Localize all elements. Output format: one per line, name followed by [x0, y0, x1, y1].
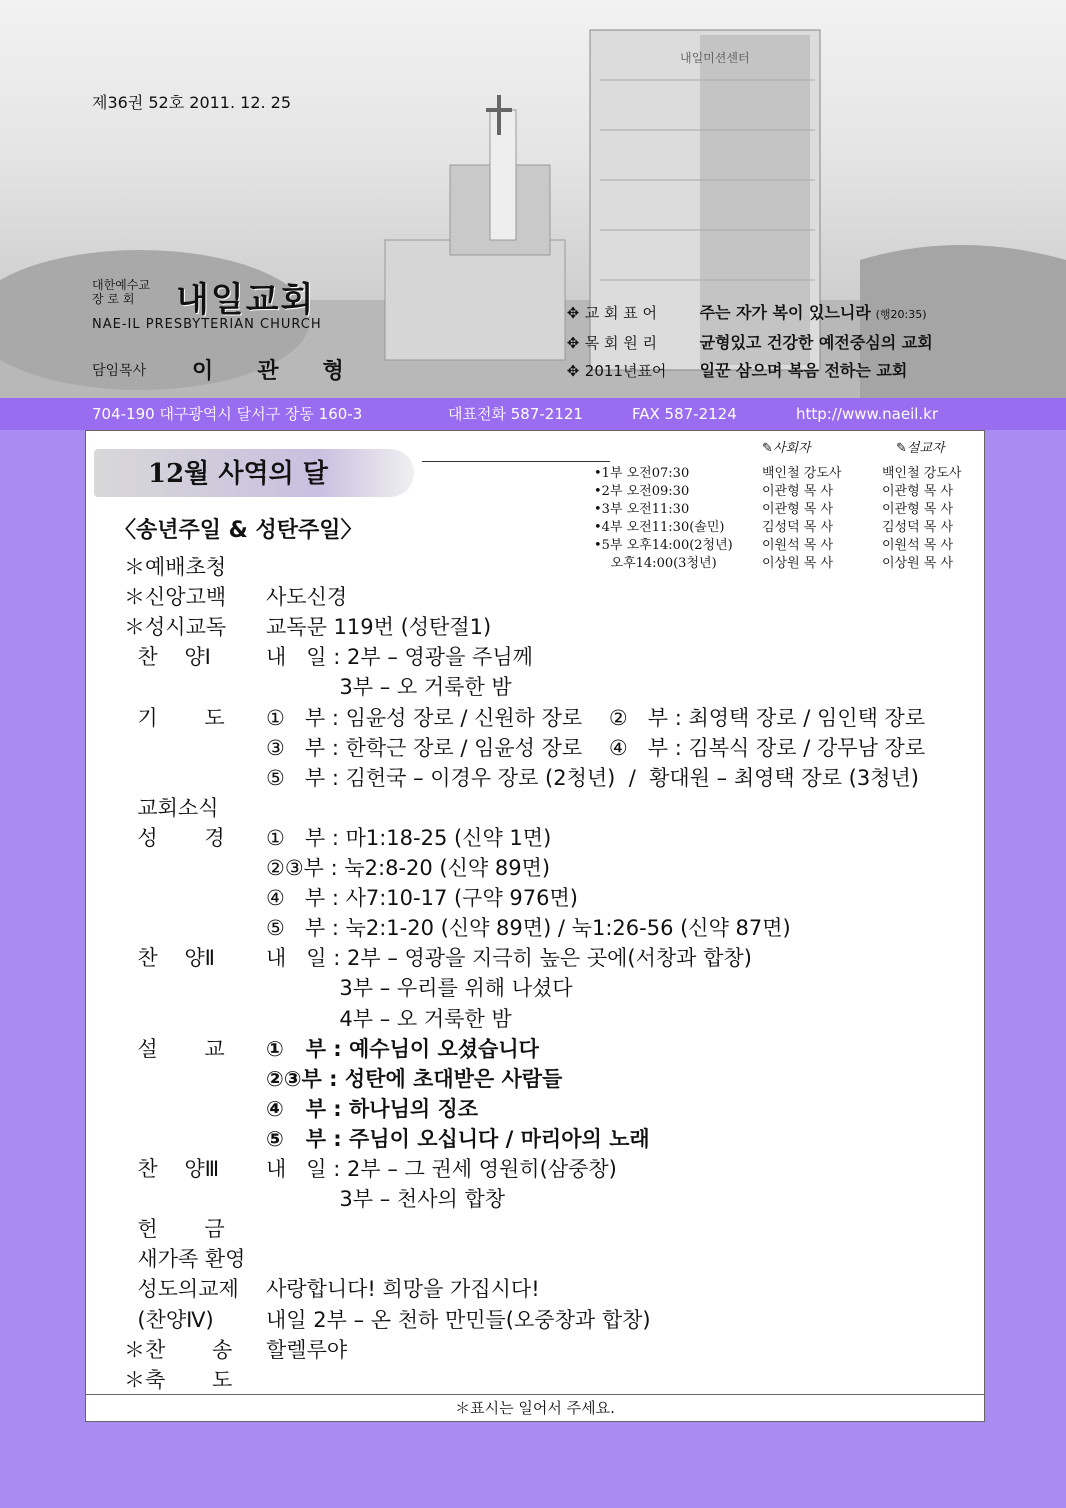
- order-label: (찬양Ⅳ): [124, 1307, 214, 1332]
- order-text: ① 부 : 마1:18-25 (신약 1면): [266, 825, 552, 850]
- cross-diamond-icon: ✥: [566, 334, 580, 352]
- order-label: ＊신앙고백: [124, 585, 227, 610]
- bulletin-header: [0, 0, 1066, 398]
- order-label: 성도의교제: [124, 1277, 239, 1302]
- address: 704-190 대구광역시 달서구 장동 160-3: [92, 405, 363, 423]
- motto-ministry: ✥ 목 회 원 리 균형있고 건강한 예전중심의 교회: [566, 333, 933, 352]
- order-text: ③ 부 : 한학근 장로 / 임윤성 장로 ④ 부 : 김복식 장로 / 강무남 장로: [266, 735, 926, 760]
- order-text: ⑤ 부 : 주님이 오십니다 / 마리아의 노래: [266, 1126, 650, 1151]
- order-label: 찬 양Ⅲ: [124, 1157, 220, 1181]
- order-text: 사랑합니다! 희망을 가집시다!: [266, 1277, 540, 1302]
- order-text: 내 일 : 2부 – 영광을 지극히 높은 곳에(서창과 합창): [266, 946, 752, 971]
- worship-order-sheet: 12월 사역의 달 ✎사회자 ✎설교자 •1부 오전07:30 백인철 강도사 백인철 강도사 •2부 오전09:30 이관형 목 사 이관형 목 사 •3부 오전11:30 이관형 목 사 이관형 목 사 •4부 오전11:30(솔민) 김성덕 목 사 김성덕 목 사 •5부 오후14:00(2청년) 이원석 목 사 이원석 목 사 오후14:00(3청년) 이상원 목 사 이상원 목 사 〈송년주일 & 성탄주일〉 ＊예배초청 ＊신앙고백 사도신경 ＊성시교독 교독문 119번 (성탄절1) 찬 양Ⅰ 내 일 : 2부 – 영광을 주님께 3부 – 오 거룩한 밤 기 도 ① 부 : 임윤성 장로 / 신원하 장로 ② 부 : 최영택 장로 / 임인택 장로 ③ 부 : 한학근 장로 / 임윤성 장로 ④ 부 : 김복식 장로 / 강무남 장로 ⑤ 부 : 김헌국 – 이경우 장로 (2청년) / 황대원 – 최영택 장로 (3청년) 교회소식 성 경 ① 부 : 마1:18-25 (신약 1면) ②③부 : 눅2:8-20 (신약 89면) ④ 부 : 사7:10-17 (구약 976면) ⑤ 부 : 눅2:1-20 (신약 89면) / 눅1:26-56 (신약 87면) 찬 양Ⅱ 내 일 : 2부 – 영광을 지극히 높은 곳에(서창과 합창) 3부 – 우리를 위해 나셨다 4부 – 오 거룩한 밤 설 교 ① 부 : 예수님이 오셨습니다 ②③부 : 성탄에 초대받은 사람들 ④ 부 : 하나님의 징조 ⑤ 부 : 주님이 오십니다 / 마리아의 노래 찬 양Ⅲ 내 일 : 2부 – 그 권세 영원히(삼중창) 3부 – 천사의 합창 헌 금 새가족 환영 성도의교제 사랑합니다! 희망을 가집시다! (찬양Ⅳ) 내일 2부 – 온 천하 만민들(오중창과 합창) ＊찬 송 할렐루야 ＊축 도 ＊표시는 일어서 주세요.: [85, 430, 985, 1422]
- order-label: ＊성시교독: [124, 615, 227, 640]
- phone: 대표전화 587-2121: [448, 405, 583, 423]
- order-text: 3부 – 천사의 합창: [266, 1187, 506, 1212]
- issue-number: 제36권 52호 2011. 12. 25: [92, 93, 292, 112]
- order-label: ＊축 도: [124, 1367, 233, 1392]
- service-subtitle: 〈송년주일 & 성탄주일〉: [114, 518, 363, 543]
- motto-church: ✥ 교 회 표 어 주는 자가 복이 있느니라 (행20:35): [566, 303, 927, 322]
- order-text: 내 일 : 2부 – 영광을 주님께: [266, 645, 533, 670]
- order-label: 설 교: [124, 1036, 225, 1061]
- order-label: ＊예배초청: [124, 555, 227, 579]
- order-text: 3부 – 오 거룩한 밤: [266, 675, 512, 700]
- order-text: 내 일 : 2부 – 그 권세 영원히(삼중창): [266, 1157, 617, 1181]
- order-text: ⑤ 부 : 김헌국 – 이경우 장로 (2청년) / 황대원 – 최영택 장로 (3청년): [266, 765, 919, 790]
- order-text: 교독문 119번 (성탄절1): [266, 615, 492, 640]
- page-title: 12월 사역의 달: [148, 459, 328, 489]
- website-link[interactable]: http://www.naeil.kr: [796, 405, 939, 423]
- order-label: 기 도: [124, 705, 225, 730]
- cross-diamond-icon: ✥: [566, 304, 580, 322]
- fax: FAX 587-2124: [632, 405, 737, 423]
- order-label: 성 경: [124, 825, 225, 850]
- order-label: 새가족 환영: [124, 1247, 246, 1272]
- order-text: 사도신경: [266, 585, 348, 610]
- order-text: ②③부 : 눅2:8-20 (신약 89면): [266, 856, 551, 880]
- order-text: ⑤ 부 : 눅2:1-20 (신약 89면) / 눅1:26-56 (신약 87면): [266, 916, 791, 941]
- leader-header: ✎사회자: [762, 441, 811, 456]
- cross-diamond-icon: ✥: [566, 362, 580, 380]
- order-label: 찬 양Ⅰ: [124, 645, 211, 670]
- order-text: 할렐루야: [266, 1337, 348, 1362]
- pastor-label: 담임목사: [92, 363, 147, 379]
- order-text: 4부 – 오 거룩한 밤: [266, 1006, 512, 1031]
- order-label: 교회소식: [124, 795, 219, 820]
- order-label: 헌 금: [124, 1217, 225, 1242]
- order-label: 찬 양Ⅱ: [124, 946, 215, 971]
- church-english-name: NAE-IL PRESBYTERIAN CHURCH: [92, 317, 322, 332]
- svg-text:내일미션센터: 내일미션센터: [680, 51, 750, 65]
- order-label: ＊찬 송: [124, 1337, 233, 1362]
- contact-info-bar: [0, 398, 1066, 430]
- church-name: 내일교회: [176, 280, 316, 320]
- order-text: 내일 2부 – 온 천하 만민들(오중창과 합창): [266, 1307, 651, 1332]
- order-text: ④ 부 : 사7:10-17 (구약 976면): [266, 886, 578, 911]
- order-text: ④ 부 : 하나님의 징조: [266, 1096, 479, 1121]
- order-text: 3부 – 우리를 위해 나셨다: [266, 976, 573, 1001]
- motto-year: ✥ 2011년표어 일꾼 삼으며 복음 전하는 교회: [566, 361, 908, 380]
- standing-note: ＊표시는 일어서 주세요.: [86, 1394, 984, 1421]
- denomination-label: 대한예수교 장 로 회: [92, 278, 150, 306]
- order-text: ②③부 : 성탄에 초대받은 사람들: [266, 1066, 563, 1091]
- order-text: ① 부 : 임윤성 장로 / 신원하 장로 ② 부 : 최영택 장로 / 임인택 장로: [266, 705, 926, 730]
- preacher-header: ✎설교자: [896, 441, 945, 456]
- pastor-name: 이관형: [192, 359, 388, 384]
- title-divider: [422, 461, 610, 462]
- order-text: ① 부 : 예수님이 오셨습니다: [266, 1036, 539, 1061]
